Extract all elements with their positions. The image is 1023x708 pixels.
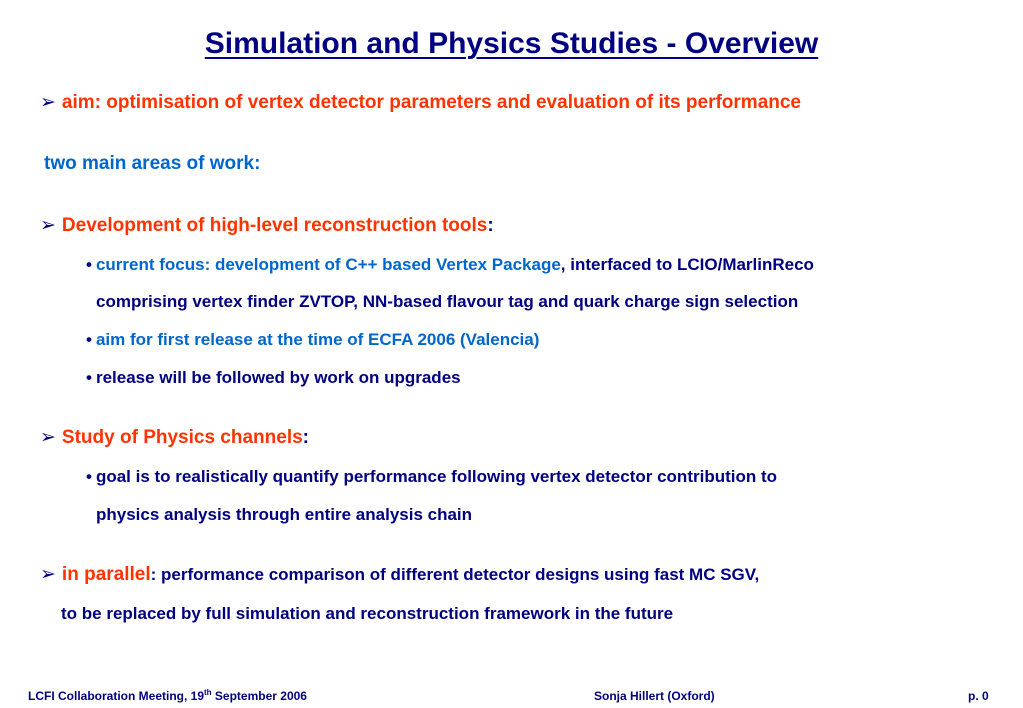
footer-page-number: p. 0	[968, 689, 989, 703]
section1-heading: Development of high-level reconstruction tools	[61, 215, 488, 236]
section3-line	[40, 563, 759, 588]
areas-heading: two main areas of work:	[44, 153, 261, 174]
footer-meeting-post: September 2006	[211, 689, 307, 703]
arrow-bullet-icon: ➢	[40, 564, 56, 585]
section3-heading: in parallel	[61, 564, 151, 585]
section1-heading-line	[40, 214, 494, 238]
section2-bullet1-continuation: physics analysis through entire analysis chain	[96, 505, 473, 524]
section1-bullet2	[86, 328, 539, 352]
section1-bullet1	[86, 253, 814, 277]
section2-bullet1-text: goal is to realistically quantify performance following vertex detector contribution to	[95, 467, 778, 486]
section1-bullet3-text: release will be followed by work on upgrades	[95, 368, 461, 387]
bullet-dot-icon: •	[86, 368, 92, 387]
arrow-bullet-icon: ➢	[40, 215, 56, 236]
section1-bullet1-continuation: comprising vertex finder ZVTOP, NN-based flavour tag and quark charge sign selection	[96, 292, 799, 311]
arrow-bullet-icon: ➢	[40, 427, 56, 448]
section3-text: : performance comparison of different detector designs using fast MC SGV,	[150, 565, 760, 584]
slide-title: Simulation and Physics Studies - Overview	[204, 27, 819, 60]
section1-bullet1-blue: current focus: development of C++ based Vertex Package	[95, 255, 561, 274]
section1-colon: :	[487, 215, 494, 236]
arrow-bullet-icon: ➢	[40, 92, 56, 113]
footer-meeting-pre: LCFI Collaboration Meeting, 19	[28, 689, 205, 703]
section1-bullet3	[86, 366, 461, 390]
section2-colon: :	[302, 427, 309, 448]
bullet-dot-icon: •	[86, 330, 92, 349]
bullet-dot-icon: •	[86, 467, 92, 486]
section1-bullet1-navy: , interfaced to LCIO/MarlinReco	[560, 255, 814, 274]
section2-heading: Study of Physics channels	[61, 427, 303, 448]
section2-heading-line	[40, 426, 309, 450]
section2-bullet1	[86, 465, 777, 489]
section3-continuation: to be replaced by full simulation and reconstruction framework in the future	[61, 604, 674, 623]
footer-author: Sonja Hillert (Oxford)	[594, 689, 715, 703]
footer-meeting-sup: th	[204, 688, 212, 697]
bullet-dot-icon: •	[86, 255, 92, 274]
footer-meeting	[28, 688, 307, 704]
section1-bullet2-text: aim for first release at the time of ECFA 2006 (Valencia)	[95, 330, 540, 349]
aim-text: aim: optimisation of vertex detector parameters and evaluation of its performance	[61, 92, 802, 113]
aim-line	[40, 91, 801, 115]
